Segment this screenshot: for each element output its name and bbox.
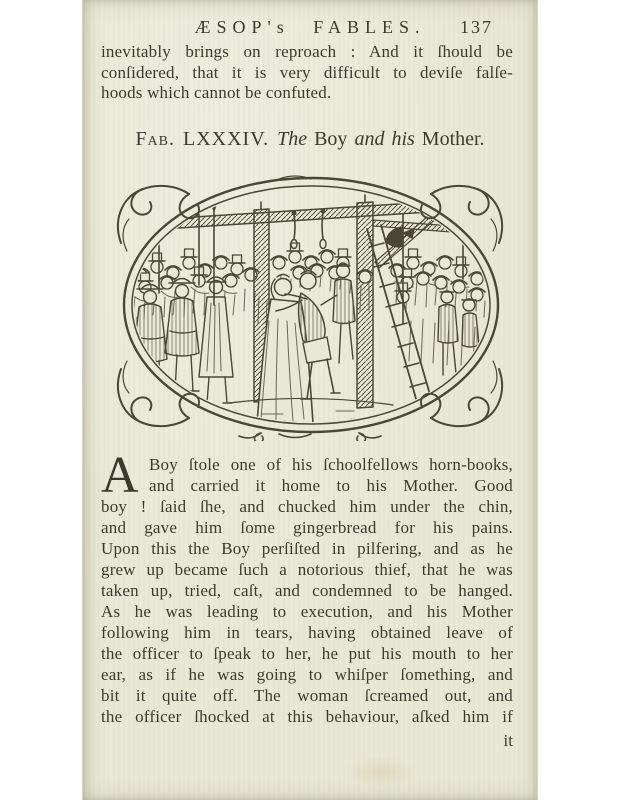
text-line: bit it quite off. The woman ſcreamed out, and [101,686,513,705]
running-title: ÆSOP's FABLES. [194,17,426,37]
text-line: As he was leading to execution, and his Mother [101,602,513,621]
text-line: Boy ſtole one of his ſchoolfellows horn-books, [149,455,513,474]
woodcut-illustration [111,171,509,441]
text-line: following him in tears, having obtained leave of [101,623,513,642]
intro-paragraph [101,42,513,104]
woodcut-svg [111,171,509,441]
heading-segment: Boy [314,128,355,150]
page-number: 137 [460,17,493,37]
text-line: inevitably brings on reproach : And it ſhould be [101,42,513,61]
drop-cap: A [101,447,139,504]
text-line: the officer to ſpeak to her, he put his mouth to her [101,644,513,663]
heading-segment: Fab. LXXXIV. [135,128,278,150]
heading-segment: The [277,128,315,150]
running-head [83,16,537,38]
text-line: and carried it home to his Mother. Good [149,476,513,495]
text-line: Upon this the Boy perſiſted in pilfering, and as he [101,539,513,558]
text-line: ear, as if he was going to whiſper ſomething, and [101,665,513,684]
fable-heading [91,127,529,151]
heading-segment: and his [354,128,422,150]
text-line: the officer ſhocked at this behaviour, aſked him if [101,707,513,726]
fable-text [101,447,513,727]
text-line: boy ! ſaid ſhe, and chucked him under the chin, [101,497,513,516]
text-line: hoods which cannot be confuted. [101,83,332,102]
page [82,0,538,800]
text-line: grew up became ſuch a notorious thief, that he was [101,560,513,579]
catchword: it [503,731,513,750]
heading-segment: Mother. [421,128,485,150]
text-line: taken up, tried, caſt, and condemned to be hanged. [101,581,513,600]
paper-stain [345,758,415,786]
text-line: and gave him ſome gingerbread for his pains. [101,518,513,537]
text-line: conſidered, that it is very difficult to deviſe falſe- [101,62,513,82]
